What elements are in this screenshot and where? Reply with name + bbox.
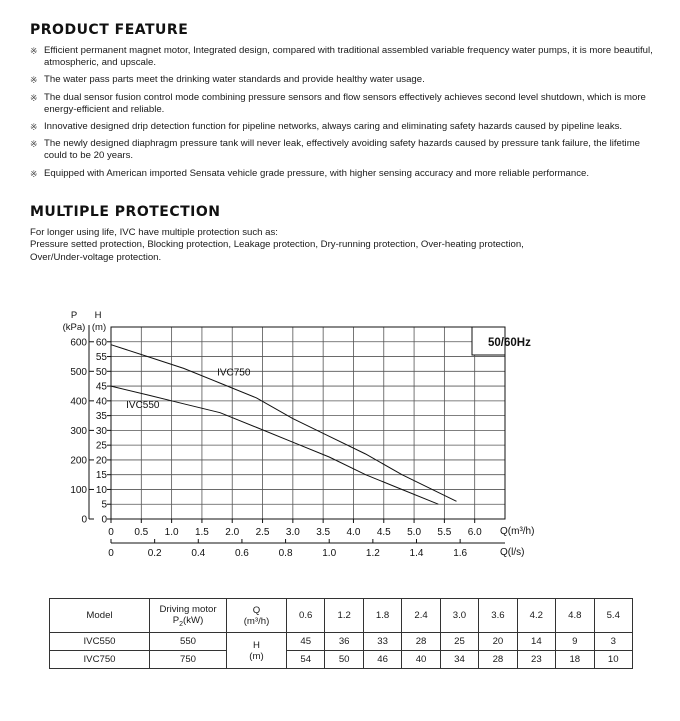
q-ls-tick-label: 0.8 (278, 548, 293, 559)
h-tick-label: 15 (95, 470, 107, 482)
flow-header-cell: 1.8 (363, 599, 401, 633)
motor-header-label: Driving motor (159, 603, 217, 615)
q-tick-label: 6.0 (467, 527, 482, 538)
feature-item (30, 168, 660, 180)
p-tick-label: 400 (70, 396, 87, 408)
bullet-mark-icon: ※ (30, 75, 38, 86)
q-ls-tick-label: 0.6 (234, 548, 249, 559)
head-value-cell: 46 (363, 651, 401, 669)
head-value-cell: 20 (479, 633, 517, 651)
product-feature-title: PRODUCT FEATURE (30, 22, 189, 38)
model-cell: IVC550 (50, 633, 150, 651)
motor-unit-pre: P (172, 614, 180, 626)
protection-text (30, 227, 660, 264)
head-value-cell: 28 (479, 651, 517, 669)
feature-item (30, 45, 660, 69)
series-label: IVC750 (217, 367, 251, 379)
h-header (227, 633, 287, 669)
h-tick-label: 50 (95, 366, 107, 378)
h-tick-label: 55 (95, 352, 107, 364)
performance-chart (0, 305, 680, 567)
q-ls-tick-label: 1.6 (453, 548, 468, 559)
q-tick-label: 2.5 (255, 527, 270, 538)
series-line-ivc750 (111, 345, 457, 502)
power-cell: 550 (150, 633, 227, 651)
head-value-cell: 36 (325, 633, 363, 651)
bullet-mark-icon: ※ (30, 92, 38, 103)
flow-header-cell: 1.2 (325, 599, 363, 633)
q-tick-label: 0.5 (134, 527, 149, 538)
frequency-label: 50/60Hz (488, 337, 531, 349)
flow-header-cell: 5.4 (594, 599, 633, 633)
flow-header-cell: 3.6 (479, 599, 517, 633)
bullet-mark-icon: ※ (30, 46, 38, 56)
bullet-mark-icon: ※ (30, 168, 38, 179)
q-header-label: Q (252, 604, 261, 616)
feature-item (30, 74, 660, 86)
table-row (50, 633, 633, 651)
motor-header-unit (150, 615, 226, 628)
h-tick-label: 45 (95, 381, 107, 393)
p-tick-label: 100 (70, 484, 87, 496)
q-ls-tick-label: 0.4 (191, 548, 206, 559)
h-tick-label: 60 (95, 337, 107, 349)
protection-line: For longer using life, IVC have multiple protection such as: (30, 227, 278, 238)
plot-frame (111, 327, 505, 519)
feature-item-text: Innovative designed drip detection function for pipeline networks, always caring and eliminating safety hazards caused by pipeline leaks. (44, 121, 623, 133)
q-tick-label: 1.5 (194, 527, 209, 538)
spec-table (49, 598, 633, 669)
head-value-cell: 18 (556, 651, 594, 669)
h-axis-label: H (94, 310, 102, 321)
h-axis-unit: (m) (91, 322, 107, 333)
model-cell: IVC750 (50, 651, 150, 669)
head-value-cell: 50 (325, 651, 363, 669)
motor-unit-post: (kW) (183, 614, 204, 626)
q-ls-tick-label: 1.0 (322, 548, 337, 559)
q-ls-tick-label: 1.4 (409, 548, 424, 559)
p-tick-label: 200 (70, 455, 87, 467)
head-value-cell: 33 (363, 633, 401, 651)
head-value-cell: 23 (517, 651, 555, 669)
q-tick-label: 5.5 (437, 527, 452, 538)
q-header-unit: (m³/h) (243, 615, 270, 627)
head-value-cell: 25 (440, 633, 478, 651)
head-value-cell: 10 (594, 651, 633, 669)
bullet-mark-icon: ※ (30, 122, 38, 133)
p-tick-label: 300 (70, 425, 87, 437)
q-tick-label: 5.0 (407, 527, 422, 538)
motor-header (150, 599, 227, 633)
p-tick-label: 0 (81, 514, 87, 526)
multiple-protection-title: MULTIPLE PROTECTION (30, 204, 221, 220)
table-header-row (50, 599, 633, 633)
h-tick-label: 20 (95, 455, 107, 467)
q-ls-tick-label: 0.2 (147, 548, 162, 559)
head-value-cell: 28 (402, 633, 440, 651)
feature-item-text: The newly designed diaphragm pressure tank will never leak, effectively avoiding safety hazards caused by pressure tank failure, the lifetime could to be 20 years. (44, 138, 641, 162)
protection-line: Over/Under-voltage protection. (30, 251, 162, 263)
q-tick-label: 0 (108, 527, 114, 538)
feature-item (30, 121, 660, 133)
flow-header-cell: 0.6 (287, 599, 325, 633)
model-header: Model (50, 599, 150, 633)
flow-header-cell: 4.2 (517, 599, 555, 633)
power-cell: 750 (150, 651, 227, 669)
bullet-mark-icon: ※ (30, 139, 38, 150)
feature-item-text: The dual sensor fusion control mode combining pressure sensors and flow sensors effectively achieves second level shutdown, which is more energy-efficient and reliable. (44, 91, 646, 115)
p-axis-unit: (kPa) (62, 322, 86, 333)
head-value-cell: 9 (556, 633, 594, 651)
h-tick-label: 0 (101, 514, 107, 526)
h-tick-label: 25 (95, 440, 107, 452)
flow-header-cell: 2.4 (402, 599, 440, 633)
flow-header-cell: 3.0 (440, 599, 478, 633)
head-value-cell: 14 (517, 633, 555, 651)
q-tick-label: 2.0 (225, 527, 240, 538)
head-value-cell: 40 (402, 651, 440, 669)
p-tick-label: 600 (70, 337, 87, 349)
q-tick-label: 1.0 (164, 527, 179, 538)
h-tick-label: 35 (95, 411, 107, 423)
h-header-label: H (253, 639, 260, 651)
q-tick-label: 4.5 (376, 527, 391, 538)
q-tick-label: 3.5 (316, 527, 331, 538)
motor-unit-sub: 2 (179, 620, 184, 628)
p-axis-label: P (70, 310, 78, 321)
q-ls-tick-label: 0 (108, 548, 114, 559)
h-tick-label: 5 (101, 499, 107, 511)
head-value-cell: 45 (287, 633, 325, 651)
h-tick-label: 30 (95, 425, 107, 437)
feature-list (30, 45, 660, 185)
h-tick-label: 10 (95, 484, 107, 496)
head-value-cell: 3 (594, 633, 633, 651)
protection-line: Pressure setted protection, Blocking protection, Leakage protection, Dry-running protection, Over-heating protection, (30, 239, 524, 251)
flow-header-cell: 4.8 (556, 599, 594, 633)
p-tick-label: 500 (70, 366, 87, 378)
q-tick-label: 3.0 (285, 527, 300, 538)
feature-item (30, 138, 660, 162)
table-row (50, 651, 633, 669)
q-axis-label: Q(m³/h) (500, 526, 535, 537)
q-tick-label: 4.0 (346, 527, 361, 538)
feature-item-text: The water pass parts meet the drinking water standards and provide healthy water usage. (44, 74, 425, 86)
q-ls-tick-label: 1.2 (365, 548, 380, 559)
feature-item-text: Efficient permanent magnet motor, Integrated design, compared with traditional assembled variable frequency water pumps, it is more beautiful, atmospheric, and upscale. (44, 45, 653, 69)
head-value-cell: 54 (287, 651, 325, 669)
head-value-cell: 34 (440, 651, 478, 669)
q-ls-axis-label: Q(l/s) (500, 547, 525, 558)
h-tick-label: 40 (95, 396, 107, 408)
feature-item (30, 92, 660, 116)
feature-item-text: Equipped with American imported Sensata vehicle grade pressure, with higher sensing accuracy and more reliable performance. (44, 167, 590, 179)
h-header-unit: (m) (249, 650, 264, 662)
q-header (227, 599, 287, 633)
series-label: IVC550 (126, 400, 160, 412)
